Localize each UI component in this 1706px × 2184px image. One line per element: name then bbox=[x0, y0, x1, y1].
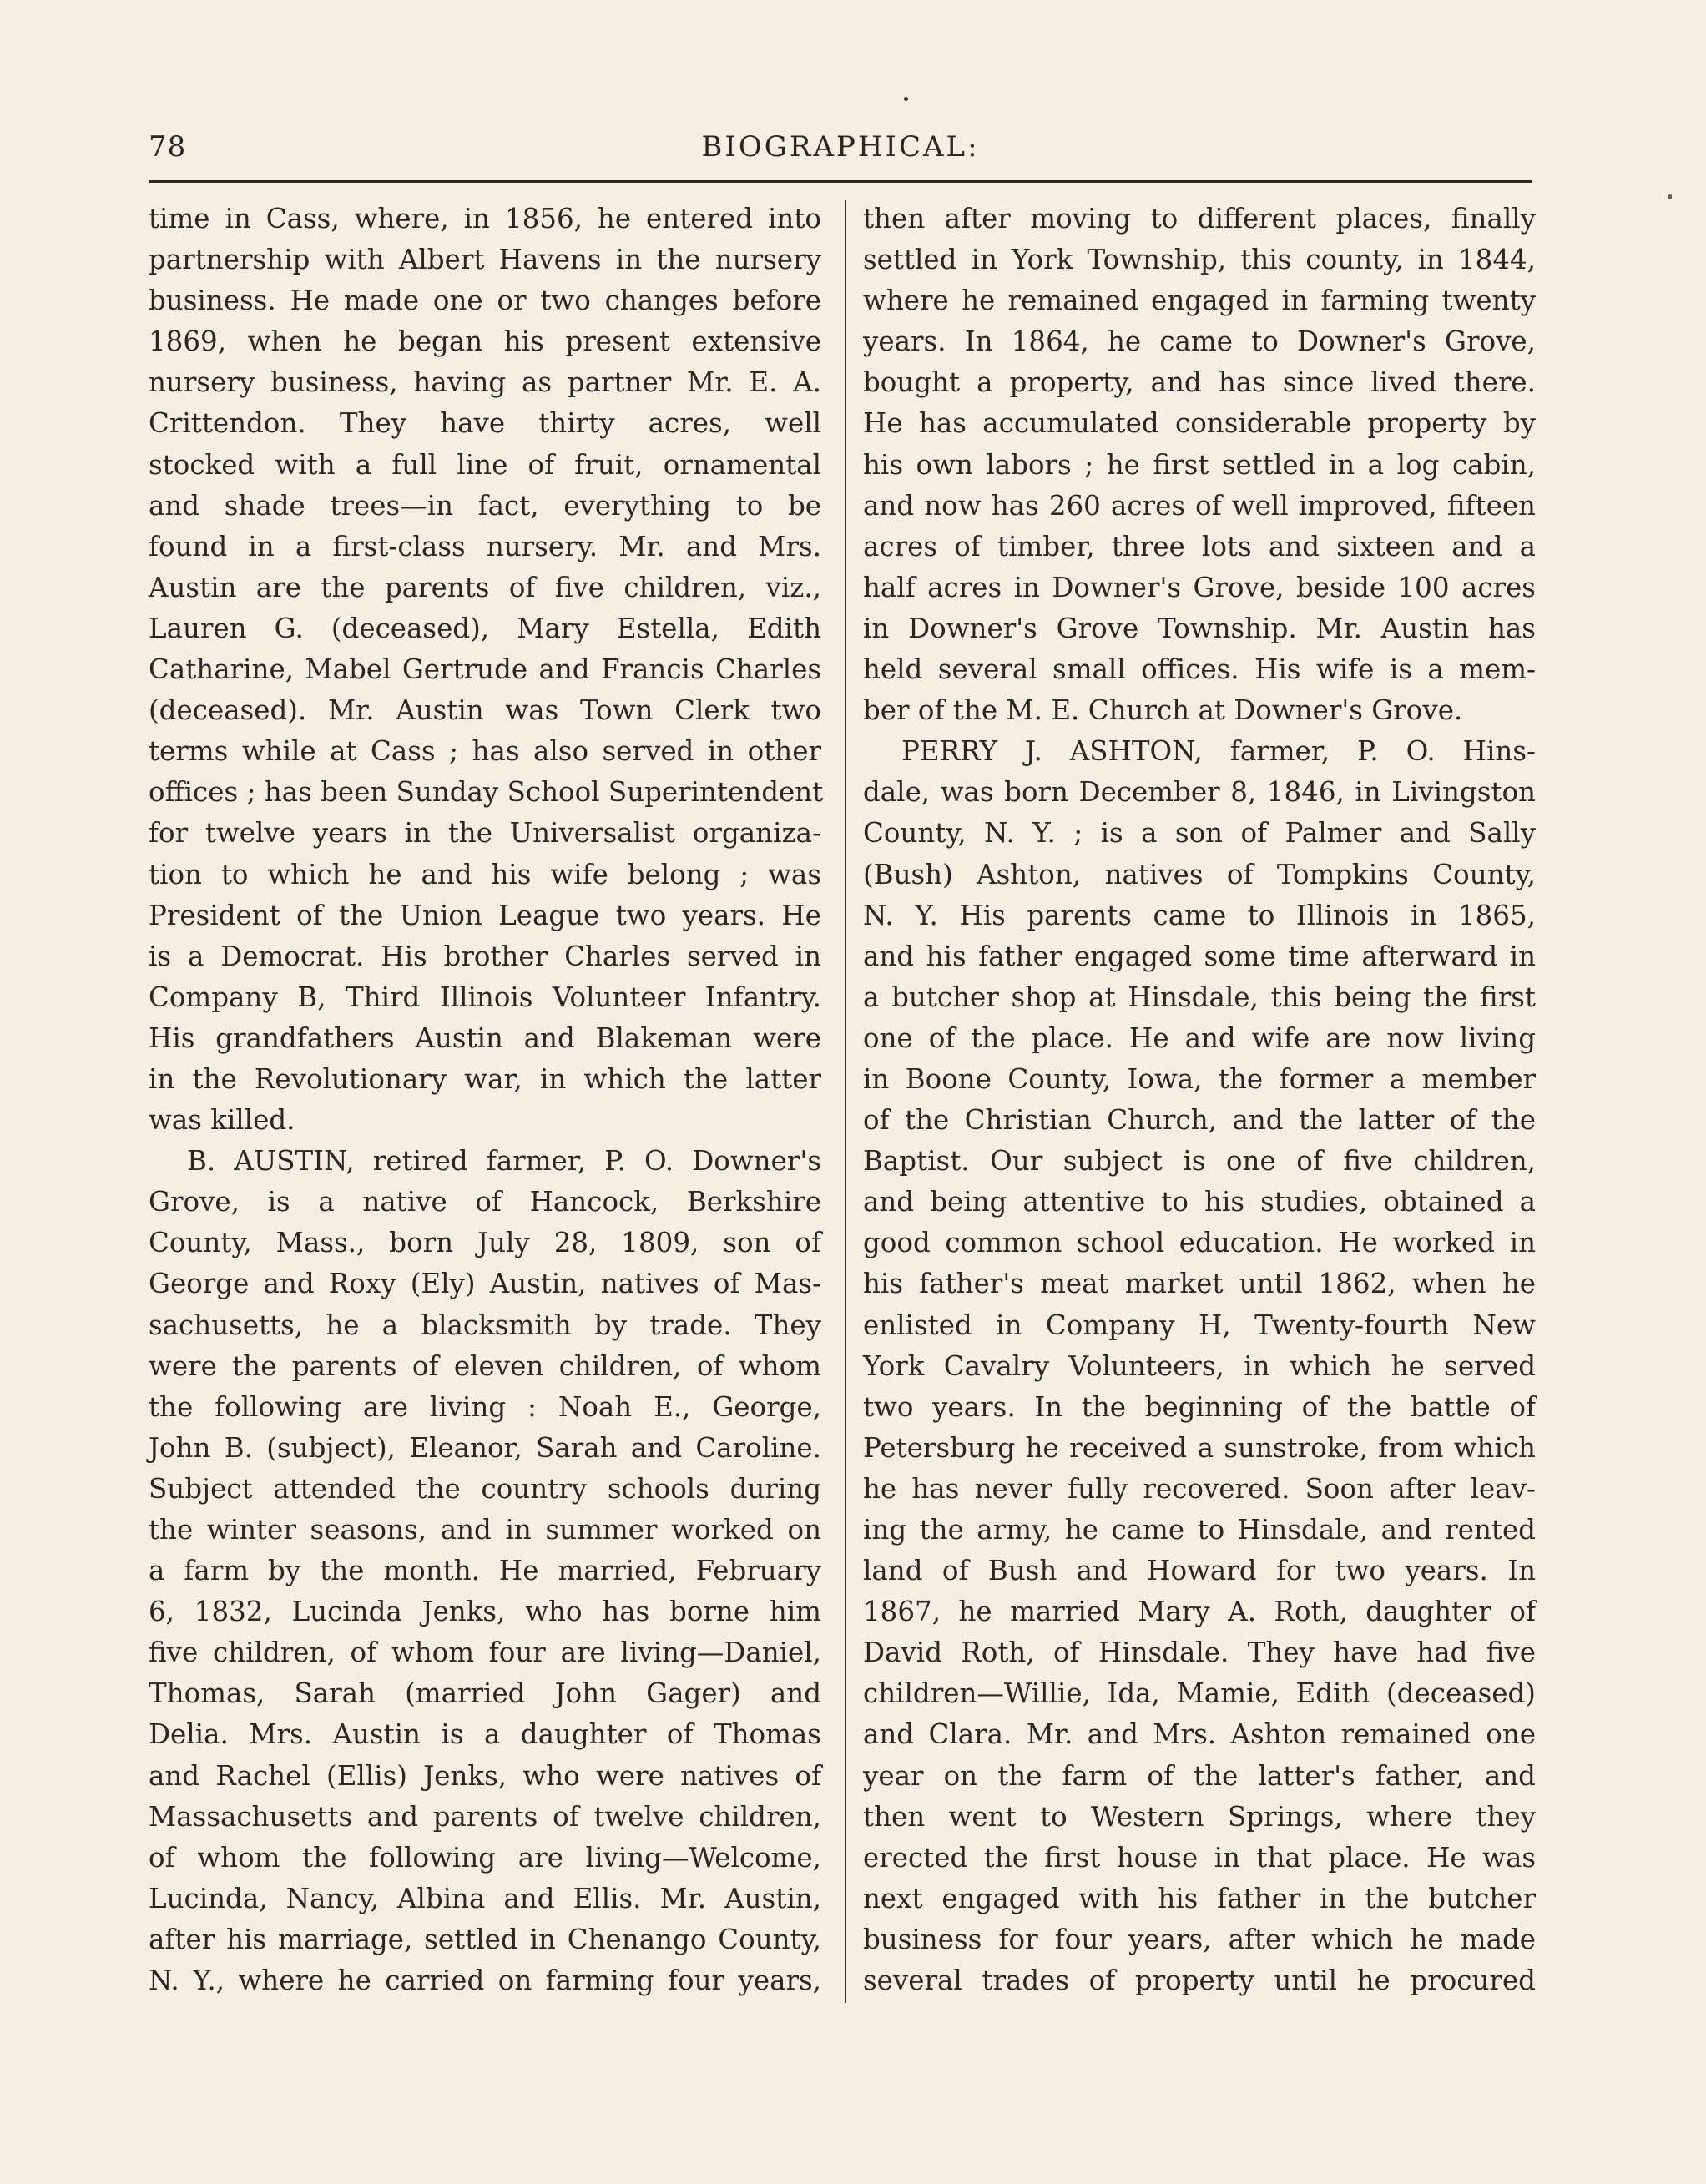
text-line: Company B, Third Illinois Volunteer Infantry. bbox=[149, 981, 821, 1013]
text-line: Crittendon. They have thirty acres, well bbox=[149, 407, 821, 440]
left-text-column bbox=[149, 199, 824, 2001]
text-line: 6, 1832, Lucinda Jenks, who has borne him bbox=[149, 1596, 821, 1628]
right-text-column bbox=[863, 199, 1536, 2001]
text-line: year on the farm of the latter's father, and bbox=[863, 1759, 1536, 1792]
text-line: dale, was born December 8, 1846, in Livingston bbox=[863, 776, 1536, 809]
text-line: and shade trees—in fact, everything to be bbox=[149, 489, 821, 522]
text-line: children—Willie, Ida, Mamie, Edith (deceased) bbox=[863, 1677, 1536, 1710]
text-line: of the Christian Church, and the latter of the bbox=[863, 1104, 1536, 1137]
text-line: and his father engaged some time afterward in bbox=[863, 940, 1536, 972]
text-line: where he remained engaged in farming twenty bbox=[863, 285, 1536, 317]
text-line: his father's meat market until 1862, when he bbox=[863, 1268, 1536, 1300]
text-line: land of Bush and Howard for two years. In bbox=[863, 1555, 1536, 1587]
text-line: York Cavalry Volunteers, in which he served bbox=[863, 1349, 1536, 1382]
text-line: B. AUSTIN, retired farmer, P. O. Downer's bbox=[187, 1145, 821, 1178]
text-line: his own labors ; he first settled in a log cabin, bbox=[863, 448, 1536, 481]
text-line: is a Democrat. His brother Charles served in bbox=[149, 940, 821, 972]
text-line: partnership with Albert Havens in the nursery bbox=[149, 244, 821, 276]
text-line: erected the first house in that place. He was bbox=[863, 1841, 1536, 1874]
text-line: ing the army, he came to Hinsdale, and rented bbox=[863, 1514, 1536, 1546]
text-line: and Rachel (Ellis) Jenks, who were natives of bbox=[149, 1759, 821, 1792]
text-line: the following are living : Noah E., George, bbox=[149, 1390, 821, 1423]
text-line: N. Y., where he carried on farming four years, bbox=[149, 1965, 821, 1997]
text-line: George and Roxy (Ely) Austin, natives of Mas- bbox=[149, 1268, 821, 1300]
text-line: ber of the M. E. Church at Downer's Grove. bbox=[863, 694, 1463, 727]
text-line: Austin are the parents of five children, viz., bbox=[149, 571, 821, 603]
print-speck bbox=[1668, 194, 1672, 199]
text-line: stocked with a full line of fruit, ornamental bbox=[149, 448, 821, 481]
text-line: and Clara. Mr. and Mrs. Ashton remained one bbox=[863, 1718, 1536, 1751]
text-line: after his marriage, settled in Chenango County, bbox=[149, 1923, 821, 1955]
print-speck bbox=[904, 97, 908, 101]
text-line: nursery business, having as partner Mr. E. A. bbox=[149, 366, 821, 399]
text-line: and being attentive to his studies, obtained a bbox=[863, 1186, 1536, 1218]
text-line: a farm by the month. He married, February bbox=[149, 1555, 821, 1587]
text-line: terms while at Cass ; has also served in other bbox=[149, 735, 821, 768]
text-line: the winter seasons, and in summer worked on bbox=[149, 1514, 821, 1546]
text-line: tion to which he and his wife belong ; was bbox=[149, 858, 821, 890]
text-line: Catharine, Mabel Gertrude and Francis Charles bbox=[149, 653, 821, 686]
text-line: PERRY J. ASHTON, farmer, P. O. Hins- bbox=[901, 735, 1536, 768]
text-line: (Bush) Ashton, natives of Tompkins County, bbox=[863, 858, 1536, 890]
text-line: His grandfathers Austin and Blakeman were bbox=[149, 1021, 821, 1054]
text-line: and now has 260 acres of well improved, fifteen bbox=[863, 489, 1536, 522]
text-line: Massachusetts and parents of twelve children, bbox=[149, 1800, 821, 1833]
column-divider bbox=[845, 200, 846, 2003]
text-line: then after moving to different places, finally bbox=[863, 203, 1536, 235]
text-line: a butcher shop at Hinsdale, this being the first bbox=[863, 981, 1536, 1013]
text-line: held several small offices. His wife is a mem- bbox=[863, 653, 1536, 686]
text-line: Baptist. Our subject is one of five children, bbox=[863, 1145, 1536, 1178]
text-line: was killed. bbox=[149, 1104, 295, 1137]
text-line: time in Cass, where, in 1856, he entered into bbox=[149, 203, 821, 235]
text-line: 1869, when he began his present extensive bbox=[149, 325, 821, 358]
text-line: found in a first-class nursery. Mr. and Mrs. bbox=[149, 530, 821, 562]
text-line: half acres in Downer's Grove, beside 100 acres bbox=[863, 571, 1536, 603]
text-line: next engaged with his father in the butcher bbox=[863, 1882, 1536, 1914]
text-line: business for four years, after which he made bbox=[863, 1923, 1536, 1955]
text-line: County, Mass., born July 28, 1809, son of bbox=[149, 1227, 821, 1259]
text-line: Thomas, Sarah (married John Gager) and bbox=[149, 1677, 821, 1710]
text-line: business. He made one or two changes before bbox=[149, 285, 821, 317]
text-line: he has never fully recovered. Soon after leav- bbox=[863, 1472, 1536, 1505]
text-line: several trades of property until he procured bbox=[863, 1965, 1536, 1997]
text-line: 1867, he married Mary A. Roth, daughter of bbox=[863, 1596, 1536, 1628]
text-line: N. Y. His parents came to Illinois in 1865, bbox=[863, 899, 1536, 931]
text-line: Subject attended the country schools during bbox=[149, 1472, 821, 1505]
text-line: He has accumulated considerable property by bbox=[863, 407, 1536, 440]
text-line: Delia. Mrs. Austin is a daughter of Thomas bbox=[149, 1718, 821, 1751]
running-head: BIOGRAPHICAL: bbox=[701, 130, 980, 164]
text-line: County, N. Y. ; is a son of Palmer and Sally bbox=[863, 817, 1536, 850]
text-line: Petersburg he received a sunstroke, from which bbox=[863, 1431, 1536, 1464]
text-line: in Boone County, Iowa, the former a member bbox=[863, 1062, 1536, 1095]
text-line: years. In 1864, he came to Downer's Grove, bbox=[863, 325, 1536, 358]
text-line: for twelve years in the Universalist organiza- bbox=[149, 817, 821, 850]
text-line: in Downer's Grove Township. Mr. Austin has bbox=[863, 612, 1536, 644]
text-line: John B. (subject), Eleanor, Sarah and Caroline. bbox=[149, 1431, 821, 1464]
text-line: of whom the following are living—Welcome, bbox=[149, 1841, 821, 1874]
text-line: good common school education. He worked in bbox=[863, 1227, 1536, 1259]
text-line: five children, of whom four are living—Daniel, bbox=[149, 1637, 821, 1669]
text-line: sachusetts, he a blacksmith by trade. They bbox=[149, 1309, 821, 1341]
header-rule bbox=[149, 180, 1532, 183]
text-line: one of the place. He and wife are now living bbox=[863, 1021, 1536, 1054]
text-line: acres of timber, three lots and sixteen and a bbox=[863, 530, 1536, 562]
text-line: enlisted in Company H, Twenty-fourth New bbox=[863, 1309, 1536, 1341]
text-line: David Roth, of Hinsdale. They have had five bbox=[863, 1637, 1536, 1669]
text-line: two years. In the beginning of the battle of bbox=[863, 1390, 1536, 1423]
text-line: (deceased). Mr. Austin was Town Clerk two bbox=[149, 694, 821, 727]
text-line: were the parents of eleven children, of whom bbox=[149, 1349, 821, 1382]
text-line: President of the Union League two years. He bbox=[149, 899, 821, 931]
text-line: in the Revolutionary war, in which the latter bbox=[149, 1062, 821, 1095]
page-header bbox=[149, 130, 1532, 170]
text-line: then went to Western Springs, where they bbox=[863, 1800, 1536, 1833]
text-line: offices ; has been Sunday School Superintendent bbox=[149, 776, 824, 809]
text-line: Lauren G. (deceased), Mary Estella, Edith bbox=[149, 612, 821, 644]
text-line: Lucinda, Nancy, Albina and Ellis. Mr. Austin, bbox=[149, 1882, 821, 1914]
text-line: settled in York Township, this county, in 1844, bbox=[863, 244, 1536, 276]
text-line: Grove, is a native of Hancock, Berkshire bbox=[149, 1186, 821, 1218]
text-line: bought a property, and has since lived there. bbox=[863, 366, 1536, 399]
page-number: 78 bbox=[149, 130, 187, 164]
